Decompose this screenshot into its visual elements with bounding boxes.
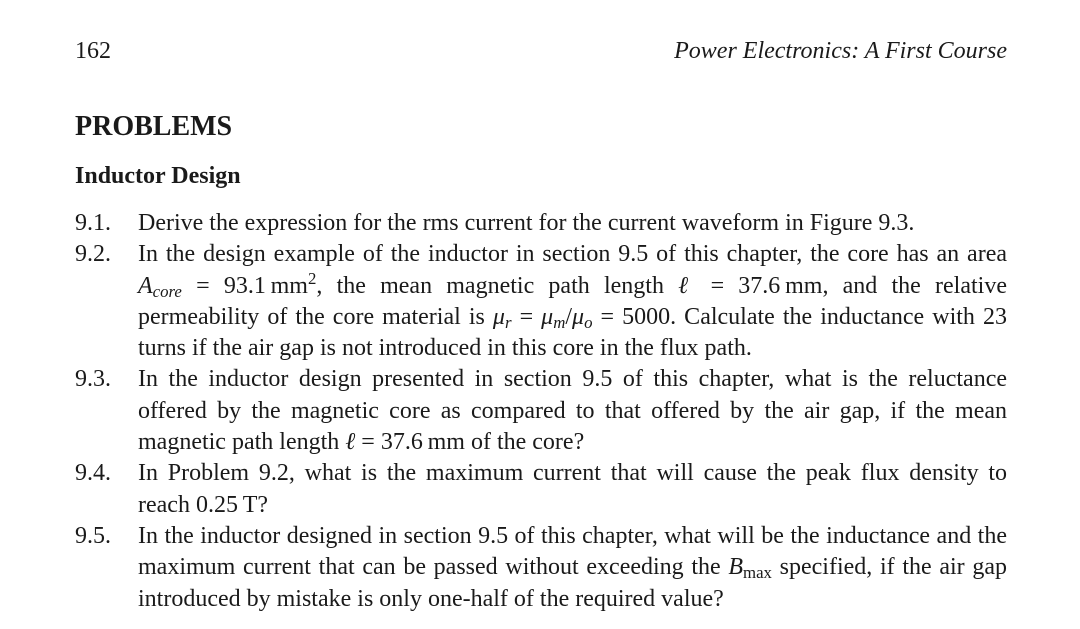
problem-text: Derive the expression for the rms current for the current waveform in Figure 9.3. [138, 210, 915, 236]
problem-text: , the mean magnetic path length [316, 272, 679, 299]
problem-9-4 [75, 458, 1007, 521]
problem-text: In Problem 9.2, what is the maximum current that will cause the peak flux density to reach 0.25 T? [138, 460, 1007, 518]
problem-text: = 37.6 mm of the core? [355, 429, 585, 456]
problem-list [75, 208, 1007, 615]
subscript-max: max [743, 563, 772, 583]
problem-9-3 [75, 364, 1007, 458]
equals-sign: = [511, 303, 542, 330]
section-title: PROBLEMS [75, 111, 233, 142]
problem-text: In the inductor designed in section 9.5 of this chapter, what will be the inductance and the maximum current that can be passed without exceeding the [138, 522, 1007, 581]
problem-number: 9.2. [75, 241, 111, 268]
subscript-r: r [504, 313, 512, 333]
problem-9-1 [75, 208, 1007, 239]
problem-text: In the inductor design presented in section 9.5 of this chapter, what is the reluctance offered by the magnetic core as compared to that offered by the air gap, if the mean magnetic path length [138, 366, 1007, 456]
subscript-m: m [553, 313, 566, 333]
problem-text: specified, if the air gap introduced by mistake is only one-half of the required value? [138, 554, 1007, 612]
problem-number: 9.4. [75, 460, 111, 487]
equation-area: = 93.1 mm [181, 272, 308, 299]
running-head: Power Electronics: A First Course [674, 38, 1007, 64]
page-number: 162 [75, 38, 111, 64]
symbol-mu: μ [572, 303, 585, 330]
symbol-a: A [138, 272, 153, 299]
slash: / [565, 303, 573, 330]
symbol-mu: μ [492, 303, 505, 330]
problem-number: 9.1. [75, 210, 111, 236]
subscript-core: core [152, 281, 182, 301]
problem-number: 9.5. [75, 522, 111, 549]
problem-number: 9.3. [75, 366, 111, 393]
symbol-mu: μ [541, 303, 554, 330]
subscript-o: o [584, 313, 593, 333]
superscript-2: 2 [307, 268, 317, 288]
symbol-ell: ℓ [678, 272, 697, 299]
problem-text: In the design example of the inductor in section 9.5 of this chapter, the core has an area [138, 241, 1007, 268]
problem-text: = 5000. Calculate the inductance with 23 turns if the air gap is not introduced in this core in the flux path. [138, 303, 1007, 362]
problem-9-2 [75, 239, 1007, 364]
symbol-b: B [728, 554, 744, 581]
problem-text: = 37.6 mm, and the relative permeability of the core material is [138, 272, 1007, 330]
symbol-ell: ℓ [345, 429, 356, 456]
problem-9-5 [75, 521, 1007, 615]
subsection-title: Inductor Design [75, 163, 241, 189]
